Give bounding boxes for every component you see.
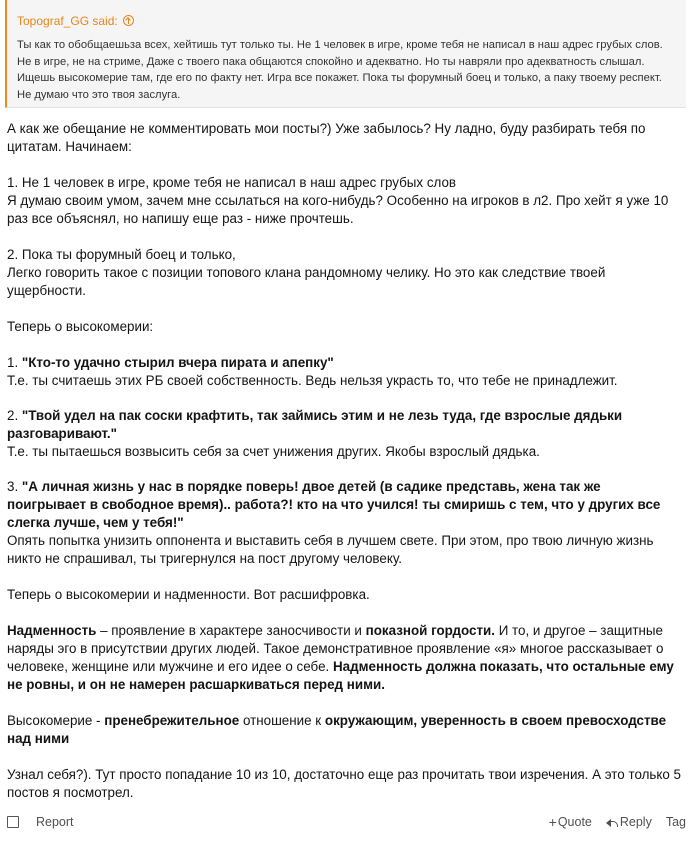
item-1-comment: Т.е. ты считаешь этих РБ своей собственность. Ведь нельзя украсть то, что тебе не принадлежит. xyxy=(7,373,618,388)
item-2-comment: Т.е. ты пытаешься возвысить себя за счет унижения других. Якобы взрослый дядька. xyxy=(7,444,540,459)
item-2-number: 2. xyxy=(7,408,22,423)
post-content xyxy=(5,108,693,802)
definitions-heading: Теперь о высокомерии и надменности. Вот расшифровка. xyxy=(7,587,370,602)
quote-label: Quote xyxy=(557,815,592,829)
item-1-number: 1. xyxy=(7,355,22,370)
tag-button[interactable] xyxy=(666,815,686,829)
tag-label: Tag xyxy=(665,815,686,829)
post-actions xyxy=(535,815,686,829)
paragraph-conclusion: Узнал себя?). Тут просто попадание 10 из 10, достаточно еще раз прочитать твои изречения. А это только 5 постов я посмотрел. xyxy=(7,767,682,800)
quote-text: Ты как то обобщаешьза всех, хейтишь тут только ты. Не 1 человек в игре, кроме тебя не написал в наш адрес грубых слов. Не в игре, не на стриме, Даже с твоего пака общаются спокойно и адекватно. Но ты навряли про адекватность слышал. Ищешь высокомерие там, где его по факту нет. Игра все покажет. Пока ты форумный боец и только, а паку твоему респект. Не думаю что это твоя заслуга. xyxy=(17,39,663,101)
quote-block xyxy=(5,0,686,108)
def-term-2: показной гордости. xyxy=(365,623,495,638)
def-text-1: – проявление в характере заносчивости и xyxy=(96,623,366,638)
def2-text-2: отношение к xyxy=(239,713,325,728)
point-1-quote: 1. Не 1 человек в игре, кроме тебя не написал в наш адрес грубых слов xyxy=(7,175,457,190)
quote-author[interactable]: Topograf_GG said: xyxy=(17,13,118,28)
arrow-up-circle-icon[interactable] xyxy=(123,15,134,26)
definition-arrogance xyxy=(7,622,683,694)
select-checkbox[interactable] xyxy=(7,816,19,828)
def2-text-1: Высокомерие - xyxy=(7,713,105,728)
reply-icon xyxy=(606,818,618,827)
arrogance-heading: Теперь о высокомерии: xyxy=(7,319,154,334)
item-3-quote: "А личная жизнь у нас в порядке поверь! двое детей (в садике представь, жена так же поигрывает в свободное время).. работа?! кто на что учился! ты смиришь с тем, что у других все слегка лучше, чем у тебя!" xyxy=(7,479,661,530)
plus-icon: + xyxy=(548,814,557,830)
def2-term-2: окружающим, уверенность в своем превосходстве над ними xyxy=(7,713,667,746)
paragraph-intro: А как же обещание не комментировать мои посты?) Уже забылось? Ну ладно, буду разбирать тебя по цитатам. Начинаем: xyxy=(7,121,646,154)
item-3-comment: Опять попытка унизить оппонента и выставить себя в лучшем свете. При этом, про твою личную жизнь никто не спрашивал, ты тригернулся на пост другому человеку. xyxy=(7,533,654,566)
def-term-1: Надменность xyxy=(7,623,97,638)
definition-haughtiness xyxy=(7,712,683,748)
def-term-3: Надменность должна показать, что остальные ему не ровны, и он не намерен расшаркиваться перед ними. xyxy=(7,659,674,692)
point-2-quote: 2. Пока ты форумный боец и только, xyxy=(7,247,236,262)
point-2-answer: Легко говорить такое с позиции топового клана рандомному челику. Но это как следствие твоей ущербности. xyxy=(7,265,606,298)
point-1-answer: Я думаю своим умом, зачем мне ссылаться на кого-нибудь? Особенно на игроков в л2. Про хейт я уже 10 раз все объяснял, но напишу еще раз - ниже прочтешь. xyxy=(7,193,669,226)
quote-header[interactable] xyxy=(7,0,686,30)
item-3 xyxy=(7,478,683,532)
quote-button[interactable] xyxy=(549,815,592,829)
item-1 xyxy=(7,354,683,372)
def2-term-1: пренебрежительное xyxy=(104,713,240,728)
post-footer xyxy=(0,810,693,836)
item-1-quote: "Кто-то удачно стырил вчера пирата и апепку" xyxy=(21,355,334,370)
reply-label: Reply xyxy=(619,815,652,829)
report-control[interactable] xyxy=(7,815,74,829)
item-2-quote: "Твой удел на пак соски крафтить, так займись этим и не лезь туда, где взрослые дядьки разговаривают." xyxy=(7,408,623,441)
item-2 xyxy=(7,407,683,443)
reply-button[interactable] xyxy=(606,815,652,829)
report-link[interactable]: Report xyxy=(36,815,74,829)
def-text-2: И то, и другое – защитные наряды эго в присутствии других людей. Такое демонстративное проявление «я» многое рассказывает о человеке, женщине или мужчине и его идее о себе. xyxy=(7,623,664,674)
item-3-number: 3. xyxy=(7,479,22,494)
